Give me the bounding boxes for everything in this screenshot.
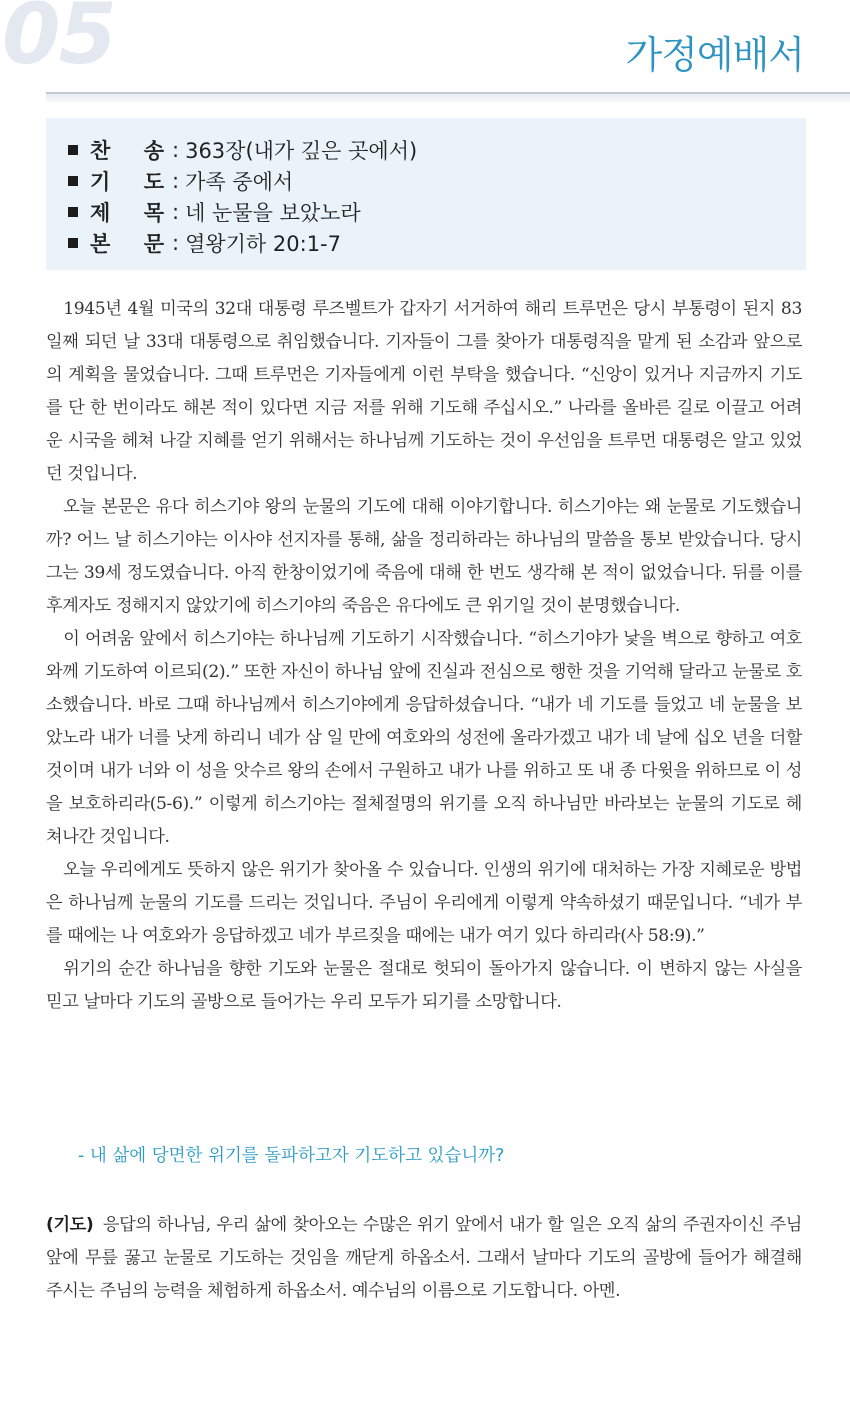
body-paragraph: 1945년 4월 미국의 32대 대통령 루즈벨트가 갑자기 서거하여 해리 트루먼은 당시 부통령이 된지 83일째 되던 날 33대 대통령으로 취임했습니다. 기자들이 그를 찾아가 대통령직을 맡게 된 소감과 앞으로의 계획을 물었습니다. 그때 트루먼은 기자들에게 이런 부탁을 했습니다. “신앙이 있거나 지금까지 기도를 단 한 번이라도 해본 적이 있다면 지금 저를 위해 기도해 주십시오.” 나라를 올바른 길로 이끌고 어려운 시국을 헤쳐 나갈 지혜를 얻기 위해서는 하나님께 기도하는 것이 우선임을 트루먼 대통령은 알고 있었던 것입니다. xyxy=(46,299,802,484)
body-paragraph: 오늘 우리에게도 뜻하지 않은 위기가 찾아올 수 있습니다. 인생의 위기에 대처하는 가장 지혜로운 방법은 하나님께 눈물의 기도를 드리는 것입니다. 주님이 우리에게 이렇게 약속하셨기 때문입니다. “네가 부를 때에는 나 여호와가 응답하겠고 네가 부르짖을 때에는 내가 여기 있다 하리라(사 58:9).” xyxy=(46,860,802,946)
page-title: 가정예배서 xyxy=(625,33,804,77)
info-label: 기 도 xyxy=(90,169,164,194)
closing-prayer xyxy=(46,1209,802,1308)
info-label: 제 목 xyxy=(90,200,164,225)
info-value: 가족 중에서 xyxy=(185,169,294,194)
square-bullet-icon xyxy=(68,145,78,155)
square-bullet-icon xyxy=(68,176,78,186)
info-label: 찬 송 xyxy=(90,138,164,163)
header-divider xyxy=(46,92,850,102)
info-row-prayer xyxy=(68,165,806,196)
reflection-question: - 내 삶에 당면한 위기를 돌파하고자 기도하고 있습니까? xyxy=(78,1146,505,1166)
square-bullet-icon xyxy=(68,207,78,217)
square-bullet-icon xyxy=(68,238,78,248)
info-row-subject xyxy=(68,196,806,227)
prayer-label: (기도) xyxy=(46,1215,94,1235)
info-row-scripture xyxy=(68,227,806,258)
info-value: 363장(내가 깊은 곳에서) xyxy=(185,138,418,163)
prayer-text: 응답의 하나님, 우리 삶에 찾아오는 수많은 위기 앞에서 내가 할 일은 오직 삶의 주권자이신 주님 앞에 무릎 꿇고 눈물로 기도하는 것임을 깨닫게 하옵소서. 그래서 날마다 기도의 골방에 들어가 해결해 주시는 주님의 능력을 체험하게 하옵소서. 예수님의 이름으로 기도합니다. 아멘. xyxy=(46,1215,802,1301)
info-value: 열왕기하 20:1-7 xyxy=(185,231,341,256)
body-paragraph: 오늘 본문은 유다 히스기야 왕의 눈물의 기도에 대해 이야기합니다. 히스기야는 왜 눈물로 기도했습니까? 어느 날 히스기야는 이사야 선지자를 통해, 삶을 정리하라는 하나님의 말씀을 통보 받았습니다. 당시 그는 39세 정도였습니다. 아직 한창이었기에 죽음에 대해 한 번도 생각해 본 적이 없었습니다. 뒤를 이를 후계자도 정해지지 않았기에 히스기야의 죽음은 유다에도 큰 위기일 것이 분명했습니다. xyxy=(46,497,803,616)
page-number: 05 xyxy=(2,0,115,83)
body-paragraph: 위기의 순간 하나님을 향한 기도와 눈물은 절대로 헛되이 돌아가지 않습니다. 이 변하지 않는 사실을 믿고 날마다 기도의 골방으로 들어가는 우리 모두가 되기를 소망합니다. xyxy=(46,959,802,1012)
info-separator: : xyxy=(172,168,180,193)
info-value: 네 눈물을 보았노라 xyxy=(185,200,361,225)
info-separator: : xyxy=(172,230,180,255)
info-separator: : xyxy=(172,199,180,224)
sermon-body xyxy=(46,293,802,1019)
info-separator: : xyxy=(172,137,180,162)
info-row-hymn xyxy=(68,134,806,165)
worship-info-box xyxy=(46,118,806,270)
body-paragraph: 이 어려움 앞에서 히스기야는 하나님께 기도하기 시작했습니다. “히스기야가 낯을 벽으로 향하고 여호와께 기도하여 이르되(2).” 또한 자신이 하나님 앞에 진실과 전심으로 행한 것을 기억해 달라고 눈물로 호소했습니다. 바로 그때 하나님께서 히스기야에게 응답하셨습니다. “내가 네 기도를 들었고 네 눈물을 보았노라 내가 너를 낫게 하리니 네가 삼 일 만에 여호와의 성전에 올라가겠고 내가 네 날에 십오 년을 더할 것이며 내가 너와 이 성을 앗수르 왕의 손에서 구원하고 내가 나를 위하고 또 내 종 다윗을 위하므로 이 성을 보호하리라(5-6).” 이렇게 히스기야는 절체절명의 위기를 오직 하나님만 바라보는 눈물의 기도로 헤쳐나간 것입니다. xyxy=(46,629,802,847)
info-label: 본 문 xyxy=(90,231,164,256)
